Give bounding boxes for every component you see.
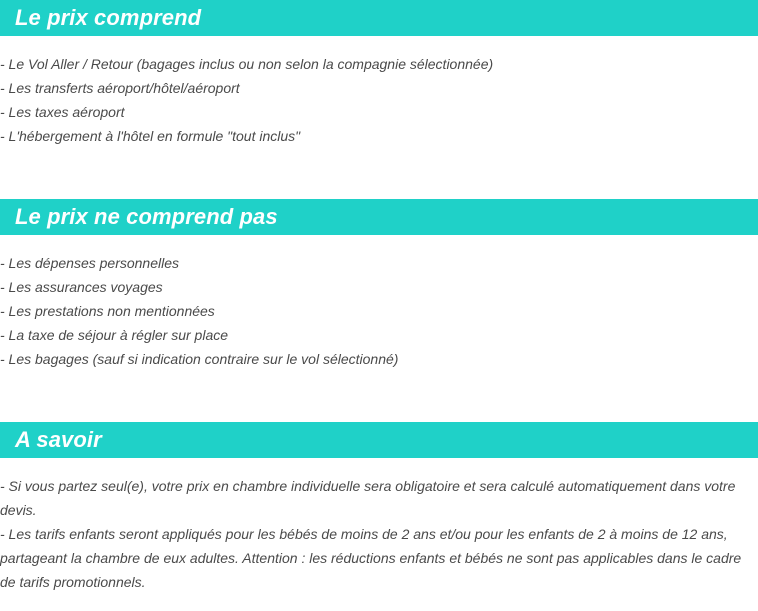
section-header [0,0,758,36]
list-item: - Le Vol Aller / Retour (bagages inclus ou non selon la compagnie sélectionnée) [0,56,494,72]
section-title: Le prix ne comprend pas [15,204,278,229]
section-title: A savoir [15,427,102,452]
info-paragraphs [0,474,758,594]
section-title: Le prix comprend [15,5,202,30]
list-item: - Les dépenses personnelles [0,255,180,271]
list-item: - Les prestations non mentionnées [0,303,215,319]
excluded-list [0,251,758,371]
section-price-includes [0,0,758,148]
info-paragraph: - Les tarifs enfants seront appliqués pour les bébés de moins de 2 ans et/ou pour les enfants de 2 à moins de 12 ans, partageant la chambre de eux adultes. Attention : les réductions enfants et bébés ne sont pas applicables dans le cadre de tarifs promotionnels. [0,526,742,590]
list-item: - L'hébergement à l'hôtel en formule "tout inclus" [0,128,301,144]
section-header [0,199,758,235]
list-item: - Les taxes aéroport [0,104,125,120]
section-header [0,422,758,458]
list-item: - Les transferts aéroport/hôtel/aéroport [0,80,240,96]
list-item: - La taxe de séjour à régler sur place [0,327,229,343]
list-item: - Les bagages (sauf si indication contraire sur le vol sélectionné) [0,351,399,367]
section-good-to-know [0,422,758,594]
info-paragraph: - Si vous partez seul(e), votre prix en chambre individuelle sera obligatoire et sera calculé automatiquement dans votre devis. [0,478,736,518]
section-price-excludes [0,199,758,371]
included-list [0,52,758,148]
list-item: - Les assurances voyages [0,279,163,295]
